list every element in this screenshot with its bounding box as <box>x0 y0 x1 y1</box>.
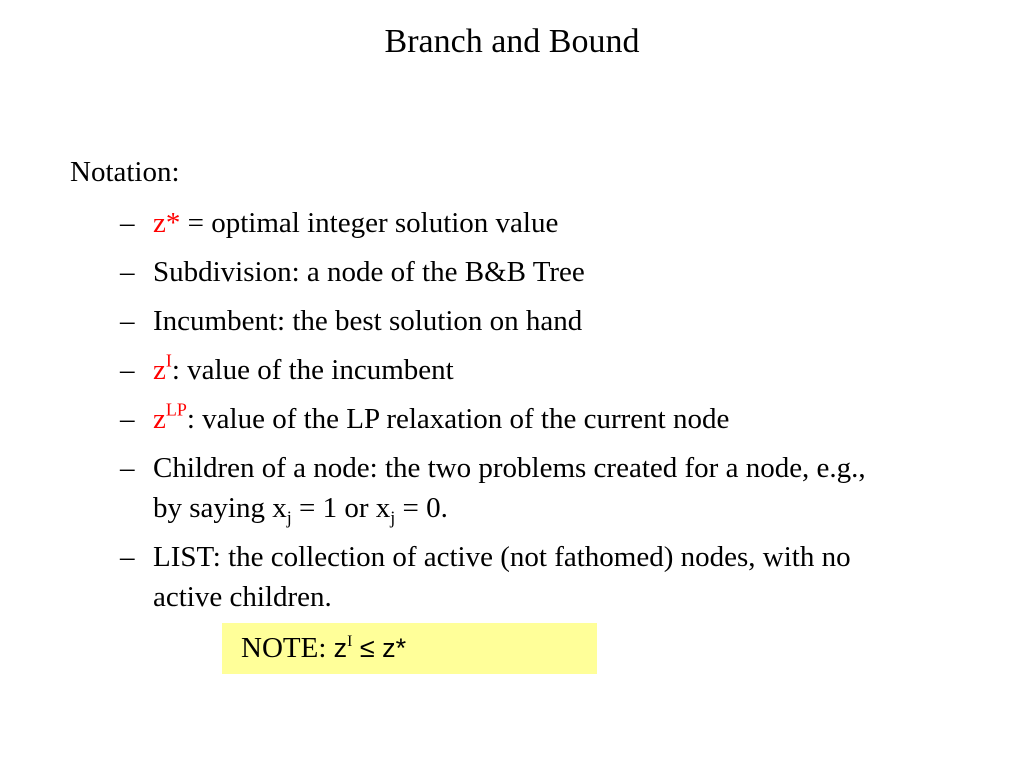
bullet-text: = optimal integer solution value <box>180 207 559 239</box>
bullet-text: : value of the LP relaxation of the current node <box>186 403 730 435</box>
bullet-dash: – <box>120 403 135 435</box>
bullet-dash: – <box>120 541 135 573</box>
subscript-j: j <box>286 507 292 528</box>
bullet-dash: – <box>120 207 135 239</box>
z-star-symbol: z* <box>153 207 181 239</box>
bullet-text: Subdivision: a node of the B&B Tree <box>153 256 585 288</box>
note-inequality <box>334 633 407 663</box>
bullet-text: = 1 or x <box>291 492 391 524</box>
note-lhs: z <box>333 633 348 663</box>
bullet-optimal-value <box>120 203 900 243</box>
bullet-subdivision <box>120 252 900 292</box>
bullet-text: : value of the incumbent <box>171 354 454 386</box>
z-symbol: z <box>153 354 166 386</box>
bullet-dash: – <box>120 452 135 484</box>
bullet-text: Incumbent: the best solution on hand <box>153 305 583 337</box>
note-relation: ≤ <box>352 633 383 663</box>
note-superscript-i: I <box>347 633 353 651</box>
note-box <box>222 623 597 674</box>
bullet-dash: – <box>120 354 135 386</box>
z-symbol: z <box>153 403 166 435</box>
bullet-text: LIST: the collection of active (not fathomed) nodes, with no active children. <box>153 541 851 613</box>
bullet-dash: – <box>120 305 135 337</box>
subscript-j: j <box>390 507 396 528</box>
superscript-i: I <box>165 350 172 371</box>
bullet-z-incumbent <box>120 350 900 390</box>
bullet-children <box>120 448 900 528</box>
bullet-text: Children of a node: the two problems created for a node, e.g., by saying x <box>153 452 866 524</box>
bullet-z-lp <box>120 399 900 439</box>
bullet-dash: – <box>120 256 135 288</box>
bullet-incumbent <box>120 301 900 341</box>
note-rhs: z* <box>382 633 407 663</box>
bullet-text: = 0. <box>395 492 448 524</box>
notation-heading: Notation: <box>70 156 180 188</box>
superscript-lp: LP <box>165 399 187 420</box>
bullet-list-definition <box>120 537 900 617</box>
notation-list <box>120 203 900 626</box>
note-label: NOTE: <box>241 632 334 664</box>
slide-title: Branch and Bound <box>384 23 640 60</box>
